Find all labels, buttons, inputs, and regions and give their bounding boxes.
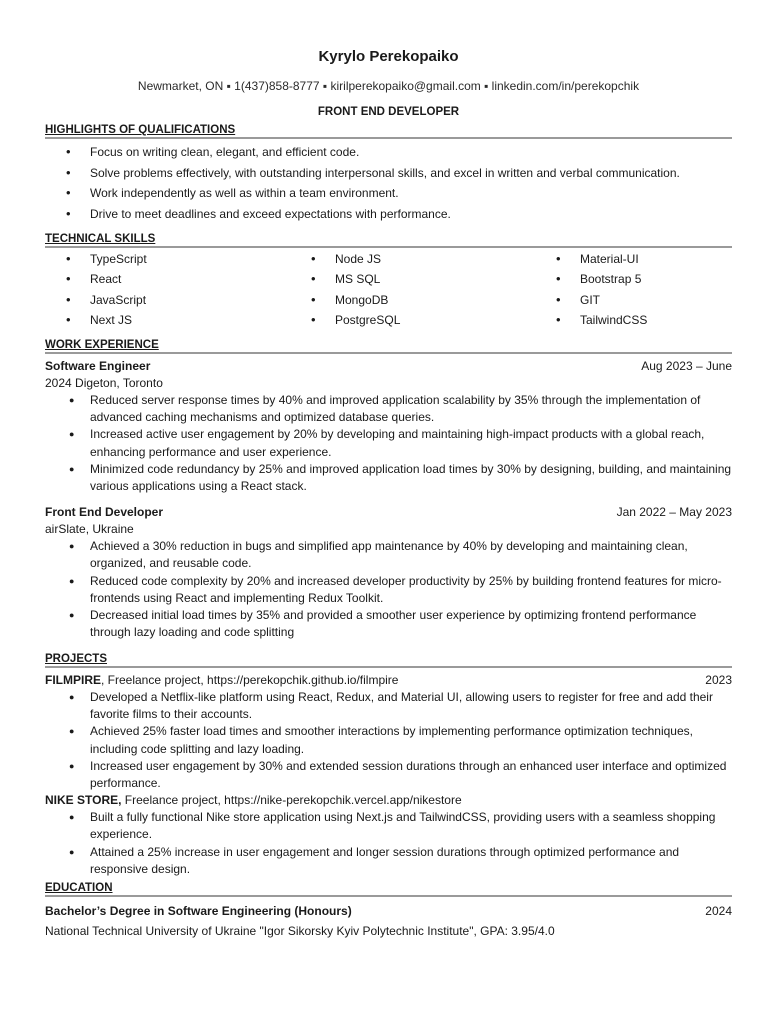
projects-section	[45, 652, 732, 878]
project-year: 2023	[705, 673, 732, 687]
education-section	[45, 881, 732, 941]
list-item: • Solve problems effectively, with outstanding interpersonal skills, and excel in written and verbal communication.	[45, 163, 732, 184]
job-header	[45, 358, 732, 375]
list-item: ● Achieved 25% faster load times and smoother interactions by implementing performance optimization techniques, including code splitting and lazy loading.	[45, 723, 732, 757]
project-header	[45, 792, 732, 809]
list-item: ● Increased active user engagement by 20% by developing and maintaining high-impact products with a global reach, enhancing performance and user experience.	[45, 426, 732, 460]
section-divider	[45, 666, 732, 668]
skill-item: • Material-UI	[535, 249, 732, 269]
skill-item: • JavaScript	[45, 290, 290, 310]
section-heading: PROJECTS	[45, 653, 107, 665]
project-name: FILMPIRE	[45, 673, 101, 687]
job-achievements	[45, 538, 732, 641]
list-item: ● Increased user engagement by 30% and extended session durations through an enhanced user interface and optimized performance.	[45, 758, 732, 792]
highlights-list	[45, 142, 732, 225]
section-heading: HIGHLIGHTS OF QUALIFICATIONS	[45, 124, 236, 136]
project-entry	[45, 792, 732, 878]
list-item: ● Minimized code redundancy by 25% and improved application load times by 30% by designing, building, and maintaining various applications using a React stack.	[45, 461, 732, 495]
experience-section	[45, 338, 732, 641]
section-heading: WORK EXPERIENCE	[45, 339, 159, 351]
project-title	[45, 672, 398, 689]
job-header	[45, 504, 732, 521]
skills-column	[45, 249, 290, 330]
project-title	[45, 792, 462, 809]
contact-line: Newmarket, ON ▪ 1(437)858-8777 ▪ kirilperekopaiko@gmail.com ▪ linkedin.com/in/perekopchik	[137, 79, 640, 93]
job-title: Software Engineer	[45, 359, 151, 373]
job-role-title: FRONT END DEVELOPER	[317, 106, 460, 118]
list-item: ● Reduced code complexity by 20% and increased developer productivity by 25% by building frontend features for micro-frontends using React and implementing Redux Toolkit.	[45, 573, 732, 607]
list-item: • Drive to meet deadlines and exceed expectations with performance.	[45, 204, 732, 225]
job-dates: Aug 2023 – June	[641, 359, 732, 373]
list-item: • Work independently as well as within a team environment.	[45, 183, 732, 204]
list-item: ● Decreased initial load times by 35% and provided a smoother user experience by optimizing frontend performance through lazy loading and code splitting	[45, 607, 732, 641]
skill-item: • Next JS	[45, 310, 290, 330]
skill-item: • GIT	[535, 290, 732, 310]
skill-item: • Node JS	[290, 249, 535, 269]
project-achievements	[45, 689, 732, 792]
section-divider	[45, 137, 732, 139]
project-detail: , Freelance project, https://perekopchik.github.io/filmpire	[101, 673, 399, 687]
list-item: ● Reduced server response times by 40% and improved application scalability by 35% through the implementation of advanced caching mechanisms and optimized database queries.	[45, 392, 732, 426]
list-item: ● Built a fully functional Nike store application using Next.js and TailwindCSS, providing users with a seamless shopping experience.	[45, 809, 732, 843]
project-name: NIKE STORE,	[45, 793, 122, 808]
project-header	[45, 672, 732, 689]
skill-item: • MS SQL	[290, 269, 535, 289]
school-name: National Technical University of Ukraine "Igor Sikorsky Kyiv Polytechnic Institute", GPA: 3.95/4.0	[45, 924, 555, 938]
job-company: airSlate, Ukraine	[45, 522, 134, 537]
skill-item: • MongoDB	[290, 290, 535, 310]
job-dates: Jan 2022 – May 2023	[616, 505, 732, 520]
job-entry	[45, 504, 732, 641]
skill-item: • TypeScript	[45, 249, 290, 269]
section-divider	[45, 246, 732, 248]
list-item: • Focus on writing clean, elegant, and efficient code.	[45, 142, 732, 163]
job-entry	[45, 358, 732, 495]
skill-item: • TailwindCSS	[535, 310, 732, 330]
skill-item: • PostgreSQL	[290, 310, 535, 330]
candidate-name: Kyrylo Perekopaiko	[318, 48, 459, 65]
degree-title: Bachelor’s Degree in Software Engineering (Honours)	[45, 904, 352, 918]
skills-section	[45, 232, 732, 330]
job-achievements	[45, 392, 732, 495]
job-company: 2024 Digeton, Toronto	[45, 376, 163, 390]
skill-item: • Bootstrap 5	[535, 269, 732, 289]
skill-item: • React	[45, 269, 290, 289]
project-detail: Freelance project, https://nike-perekopchik.vercel.app/nikestore	[121, 793, 462, 808]
section-heading: TECHNICAL SKILLS	[45, 233, 156, 245]
education-header	[45, 901, 732, 921]
skills-column	[290, 249, 535, 330]
section-divider	[45, 895, 732, 897]
section-heading: EDUCATION	[45, 882, 113, 894]
graduation-year: 2024	[705, 904, 732, 918]
list-item: ● Attained a 25% increase in user engagement and longer session durations through optimized performance and responsive design.	[45, 844, 732, 878]
project-achievements	[45, 809, 732, 878]
highlights-section	[45, 123, 732, 225]
skills-grid	[45, 249, 732, 330]
skills-column	[535, 249, 732, 330]
list-item: ● Achieved a 30% reduction in bugs and simplified app maintenance by 40% by developing and maintaining clean, organized, and reusable code.	[45, 538, 732, 572]
section-divider	[45, 352, 732, 354]
list-item: ● Developed a Netflix-like platform using React, Redux, and Material UI, allowing users to register for free and add their favorite films to their accounts.	[45, 689, 732, 723]
project-entry	[45, 672, 732, 792]
job-title: Front End Developer	[45, 505, 164, 520]
